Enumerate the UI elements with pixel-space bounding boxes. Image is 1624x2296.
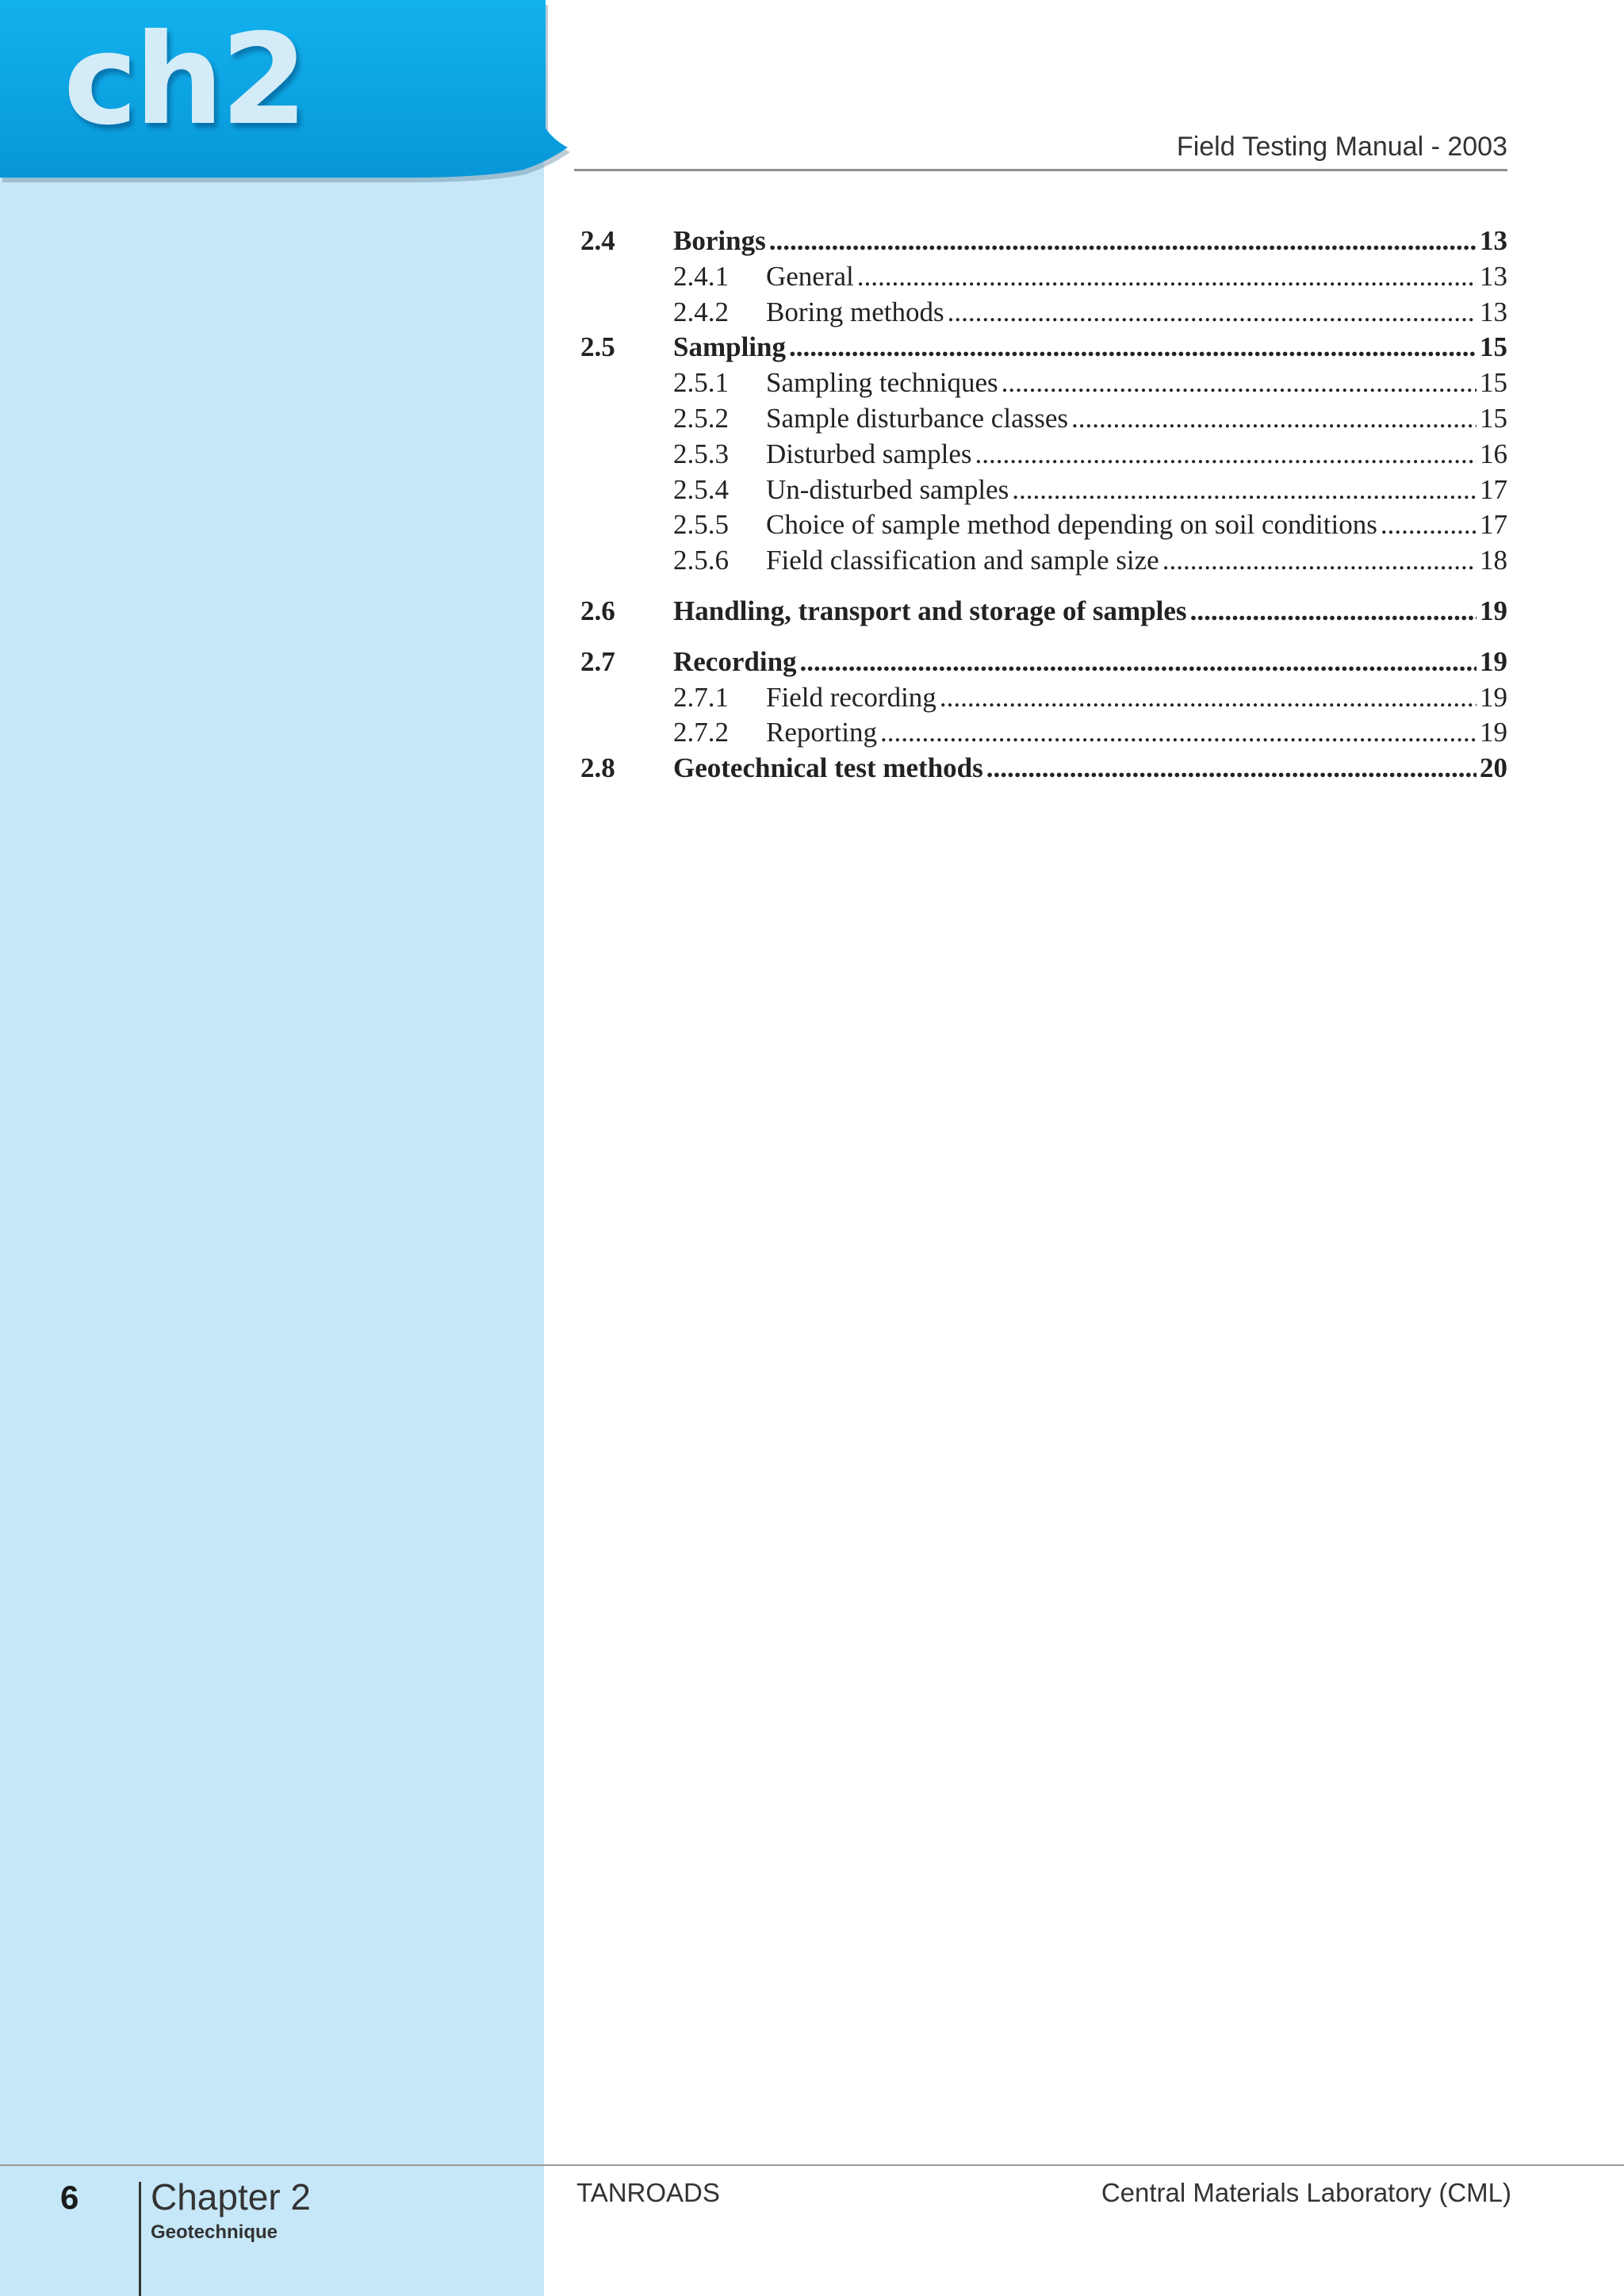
toc-number: 2.5.3	[673, 438, 729, 469]
page-number: 6	[60, 2179, 79, 2216]
chapter-tab	[0, 0, 571, 184]
toc-leader	[1002, 365, 1477, 401]
toc-number: 2.5.4	[673, 473, 729, 505]
toc-leader	[940, 680, 1477, 716]
toc-entry[interactable]	[580, 543, 1507, 579]
toc-title: Sampling techniques	[766, 367, 998, 399]
chapter-code: ch2	[63, 7, 305, 153]
toc-page: 19	[1480, 645, 1507, 677]
toc-page: 15	[1480, 367, 1507, 399]
toc-title: Un-disturbed samples	[766, 473, 1009, 505]
toc-page: 18	[1480, 545, 1507, 576]
toc-number: 2.5	[580, 331, 615, 363]
footer-rule	[0, 2164, 1624, 2166]
toc-title: Field classification and sample size	[766, 545, 1159, 576]
toc-entry[interactable]	[580, 365, 1507, 401]
toc-leader	[769, 224, 1477, 259]
toc-title: Sample disturbance classes	[766, 402, 1069, 434]
toc-entry[interactable]	[580, 401, 1507, 437]
toc-title: Geotechnical test methods	[673, 752, 983, 784]
toc-entry[interactable]	[580, 715, 1507, 751]
toc-title: Disturbed samples	[766, 438, 972, 469]
chapter-subtitle: Geotechnique	[151, 2221, 278, 2243]
toc-entry[interactable]	[580, 473, 1507, 508]
toc-entry[interactable]	[580, 259, 1507, 295]
toc-title: Sampling	[673, 331, 786, 363]
toc-title: General	[766, 260, 854, 292]
toc-number: 2.6	[580, 595, 615, 626]
toc-leader	[1381, 507, 1477, 543]
toc-number: 2.7	[580, 645, 615, 677]
toc-entry[interactable]	[580, 224, 1507, 259]
toc-title: Borings	[673, 225, 766, 256]
sidebar-panel	[0, 0, 544, 2296]
toc-number: 2.5.6	[673, 545, 729, 576]
table-of-contents	[580, 224, 1507, 786]
toc-entry[interactable]	[580, 680, 1507, 716]
toc-page: 19	[1480, 595, 1507, 626]
toc-page: 13	[1480, 225, 1507, 256]
toc-number: 2.7.1	[673, 681, 729, 713]
toc-number: 2.8	[580, 752, 615, 784]
toc-leader	[857, 259, 1477, 295]
toc-entry[interactable]	[580, 437, 1507, 473]
toc-title: Boring methods	[766, 296, 944, 327]
header-rule	[574, 169, 1507, 171]
toc-page: 19	[1480, 681, 1507, 713]
toc-entry[interactable]	[580, 330, 1507, 365]
toc-leader	[880, 715, 1477, 751]
toc-title: Reporting	[766, 717, 877, 748]
toc-page: 20	[1480, 752, 1507, 784]
toc-page: 19	[1480, 717, 1507, 748]
toc-leader	[789, 330, 1477, 365]
footer-divider	[139, 2182, 141, 2296]
toc-number: 2.5.1	[673, 367, 729, 399]
toc-page: 15	[1480, 402, 1507, 434]
toc-number: 2.5.5	[673, 509, 729, 541]
toc-entry[interactable]	[580, 594, 1507, 629]
document-title: Field Testing Manual - 2003	[1176, 132, 1507, 162]
toc-page: 15	[1480, 331, 1507, 363]
chapter-label: Chapter 2	[151, 2176, 312, 2218]
toc-number: 2.4.2	[673, 296, 729, 327]
toc-page: 17	[1480, 473, 1507, 505]
toc-number: 2.7.2	[673, 717, 729, 748]
toc-number: 2.4.1	[673, 260, 729, 292]
toc-page: 13	[1480, 296, 1507, 327]
toc-leader	[1190, 594, 1477, 629]
toc-leader	[1162, 543, 1477, 579]
toc-title: Recording	[673, 645, 797, 677]
toc-leader	[1071, 401, 1477, 437]
toc-number: 2.4	[580, 225, 615, 256]
toc-title: Handling, transport and storage of samples	[673, 595, 1187, 626]
toc-entry[interactable]	[580, 295, 1507, 331]
toc-entry[interactable]	[580, 751, 1507, 786]
toc-entry[interactable]	[580, 507, 1507, 543]
toc-leader	[1012, 473, 1477, 508]
toc-entry[interactable]	[580, 645, 1507, 680]
toc-page: 16	[1480, 438, 1507, 469]
toc-title: Field recording	[766, 681, 936, 713]
toc-leader	[975, 437, 1477, 473]
footer-laboratory: Central Materials Laboratory (CML)	[1101, 2178, 1511, 2207]
toc-leader	[986, 751, 1477, 786]
toc-title: Choice of sample method depending on soil conditions	[766, 509, 1377, 541]
toc-leader	[800, 645, 1477, 680]
toc-leader	[948, 295, 1477, 331]
toc-number: 2.5.2	[673, 402, 729, 434]
toc-page: 13	[1480, 260, 1507, 292]
footer-organization: TANROADS	[576, 2178, 720, 2207]
toc-page: 17	[1480, 509, 1507, 541]
